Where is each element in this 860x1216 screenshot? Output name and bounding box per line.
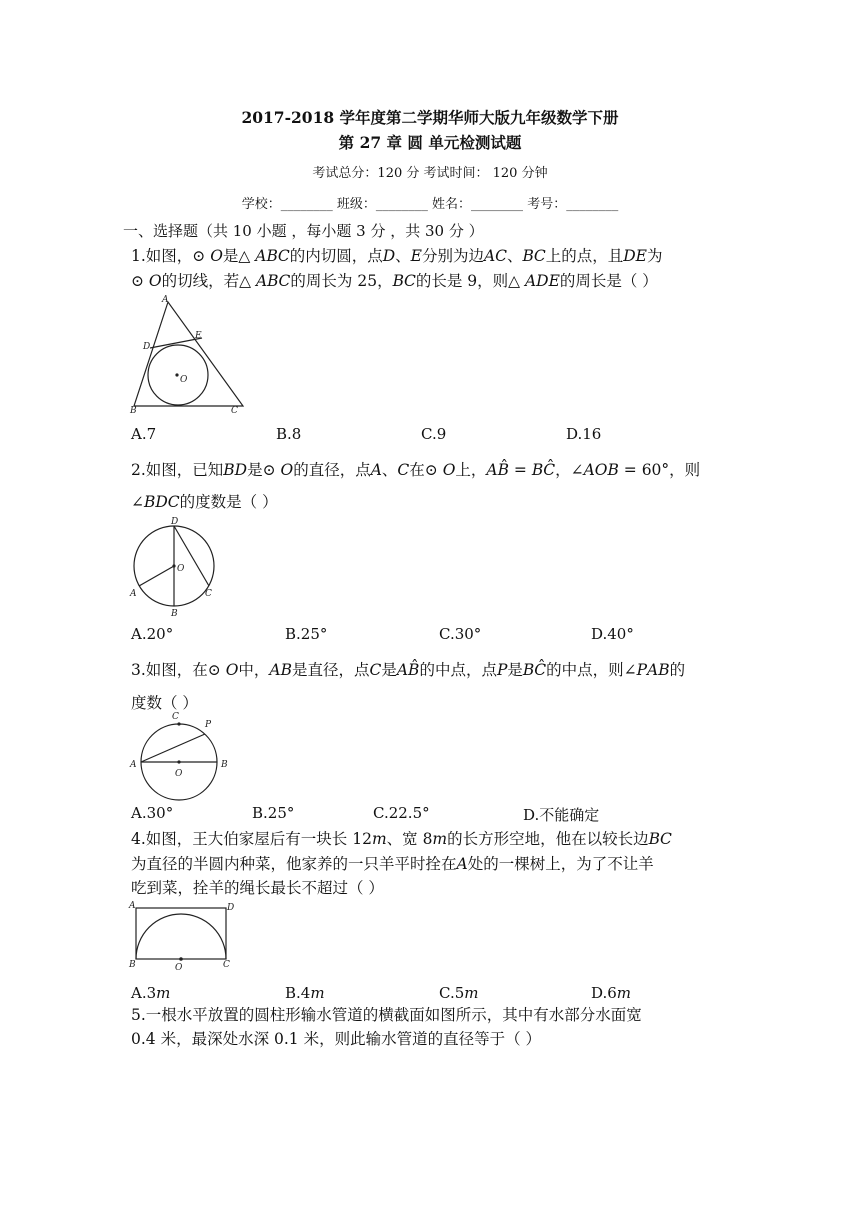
q3-label-a: A (130, 760, 137, 770)
q2-option-d[interactable]: D.40° (591, 625, 634, 643)
q3-option-c[interactable]: C.22.5° (373, 804, 430, 822)
q3-option-b[interactable]: B.25° (252, 804, 295, 822)
q2-line-2: ∠𝐵𝐷𝐶的度数是（ ） (131, 493, 278, 511)
q3-point-c (177, 722, 180, 725)
q4-line-2: 为直径的半圆内种菜，他家养的一只羊平时拴在𝐴处的一棵树上，为了不让羊 (131, 855, 654, 873)
q3-label-o: O (175, 769, 183, 779)
q4-option-c[interactable]: C.5𝑚 (439, 984, 479, 1002)
q4-center-dot (179, 957, 183, 961)
q2-label-b: B (171, 609, 178, 619)
q3-label-b: B (221, 760, 228, 770)
q1-label-b: B (130, 406, 137, 416)
q4-label-a: A (129, 901, 136, 911)
q5-line-1: 5.一根水平放置的圆柱形输水管道的横截面如图所示，其中有水部分水面宽 (131, 1006, 642, 1024)
q1-label-e: E (195, 331, 202, 341)
q1-option-b[interactable]: B.8 (276, 425, 302, 443)
q2-line-1: 2.如图，已知𝐵𝐷是⊙ 𝑂的直径，点𝐴、𝐶在⊙ 𝑂上，𝐴𝐵̂ = 𝐵𝐶̂，∠𝐴𝑂𝐵 = 60°，则 (131, 461, 701, 479)
q1-center-dot (175, 373, 178, 376)
q1-line-1: 1.如图，⊙ 𝑂是△ 𝐴𝐵𝐶的内切圆，点𝐷、𝐸分别为边𝐴𝐶、𝐵𝐶上的点，且𝐷𝐸为 (131, 247, 663, 265)
q3-option-d[interactable]: D.不能确定 (523, 806, 600, 824)
q4-label-o: O (175, 963, 183, 973)
q1-label-o: O (180, 375, 188, 385)
q1-line-2: ⊙ 𝑂的切线，若△ 𝐴𝐵𝐶的周长为 25，𝐵𝐶的长是 9，则△ 𝐴𝐷𝐸的周长是（ ） (131, 272, 658, 290)
q4-label-d: D (227, 903, 235, 913)
q4-line-1: 4.如图，王大伯家屋后有一块长 12𝑚、宽 8𝑚的长方形空地，他在以较长边𝐵𝐶 (131, 830, 672, 848)
q4-option-b[interactable]: B.4𝑚 (285, 984, 325, 1002)
q1-label-c: C (231, 406, 238, 416)
q1-option-c[interactable]: C.9 (421, 425, 447, 443)
q2-center-dot (172, 564, 175, 567)
q2-label-o: O (177, 564, 185, 574)
q4-line-3: 吃到菜，拴羊的绳长最长不超过（ ） (131, 879, 384, 897)
q3-center-dot (177, 760, 180, 763)
q4-rect-shape (136, 908, 226, 959)
q3-label-p: P (205, 720, 212, 730)
q3-option-a[interactable]: A.30° (131, 804, 174, 822)
q1-option-d[interactable]: D.16 (566, 425, 602, 443)
q2-label-d: D (171, 517, 179, 527)
q3-line-1: 3.如图，在⊙ 𝑂中，𝐴𝐵是直径，点𝐶是𝐴𝐵̂的中点，点𝑃是𝐵𝐶̂的中点，则∠𝑃𝐴𝐵的 (131, 661, 686, 679)
q4-label-b: B (129, 960, 136, 970)
q4-label-c: C (223, 960, 230, 970)
q4-option-a[interactable]: A.3𝑚 (131, 984, 171, 1002)
section-heading: 一、选择题（共 10 小题 ，每小题 3 分 ，共 30 分 ） (123, 222, 484, 240)
q4-option-d[interactable]: D.6𝑚 (591, 984, 632, 1002)
q1-label-d: D (143, 342, 151, 352)
title-line-2: 第 27 章 圆 单元检测试题 (338, 133, 522, 152)
exam-info: 考试总分：120 分 考试时间： 120 分钟 (312, 166, 548, 181)
title-line-1: 2017-2018 学年度第二学期华师大版九年级数学下册 (241, 108, 619, 127)
q3-label-c: C (172, 712, 179, 722)
q2-figure-circle (125, 514, 225, 619)
q4-figure-rectangle (125, 897, 240, 973)
q1-label-a: A (162, 295, 169, 305)
q1-figure-incircle-triangle (125, 292, 250, 417)
q3-line-2: 度数（ ） (131, 694, 198, 712)
q3-figure-circle (125, 710, 235, 804)
student-info: 学校：________ 班级：________ 姓名：________ 考号：________ (241, 197, 619, 212)
q2-label-a: A (130, 589, 137, 599)
q1-triangle (134, 302, 243, 406)
q2-option-a[interactable]: A.20° (131, 625, 174, 643)
q2-option-c[interactable]: C.30° (439, 625, 482, 643)
q2-label-c: C (205, 589, 212, 599)
q5-line-2: 0.4 米，最深处水深 0.1 米，则此输水管道的直径等于（ ） (131, 1030, 542, 1048)
q1-option-a[interactable]: A.7 (131, 425, 157, 443)
q2-option-b[interactable]: B.25° (285, 625, 328, 643)
